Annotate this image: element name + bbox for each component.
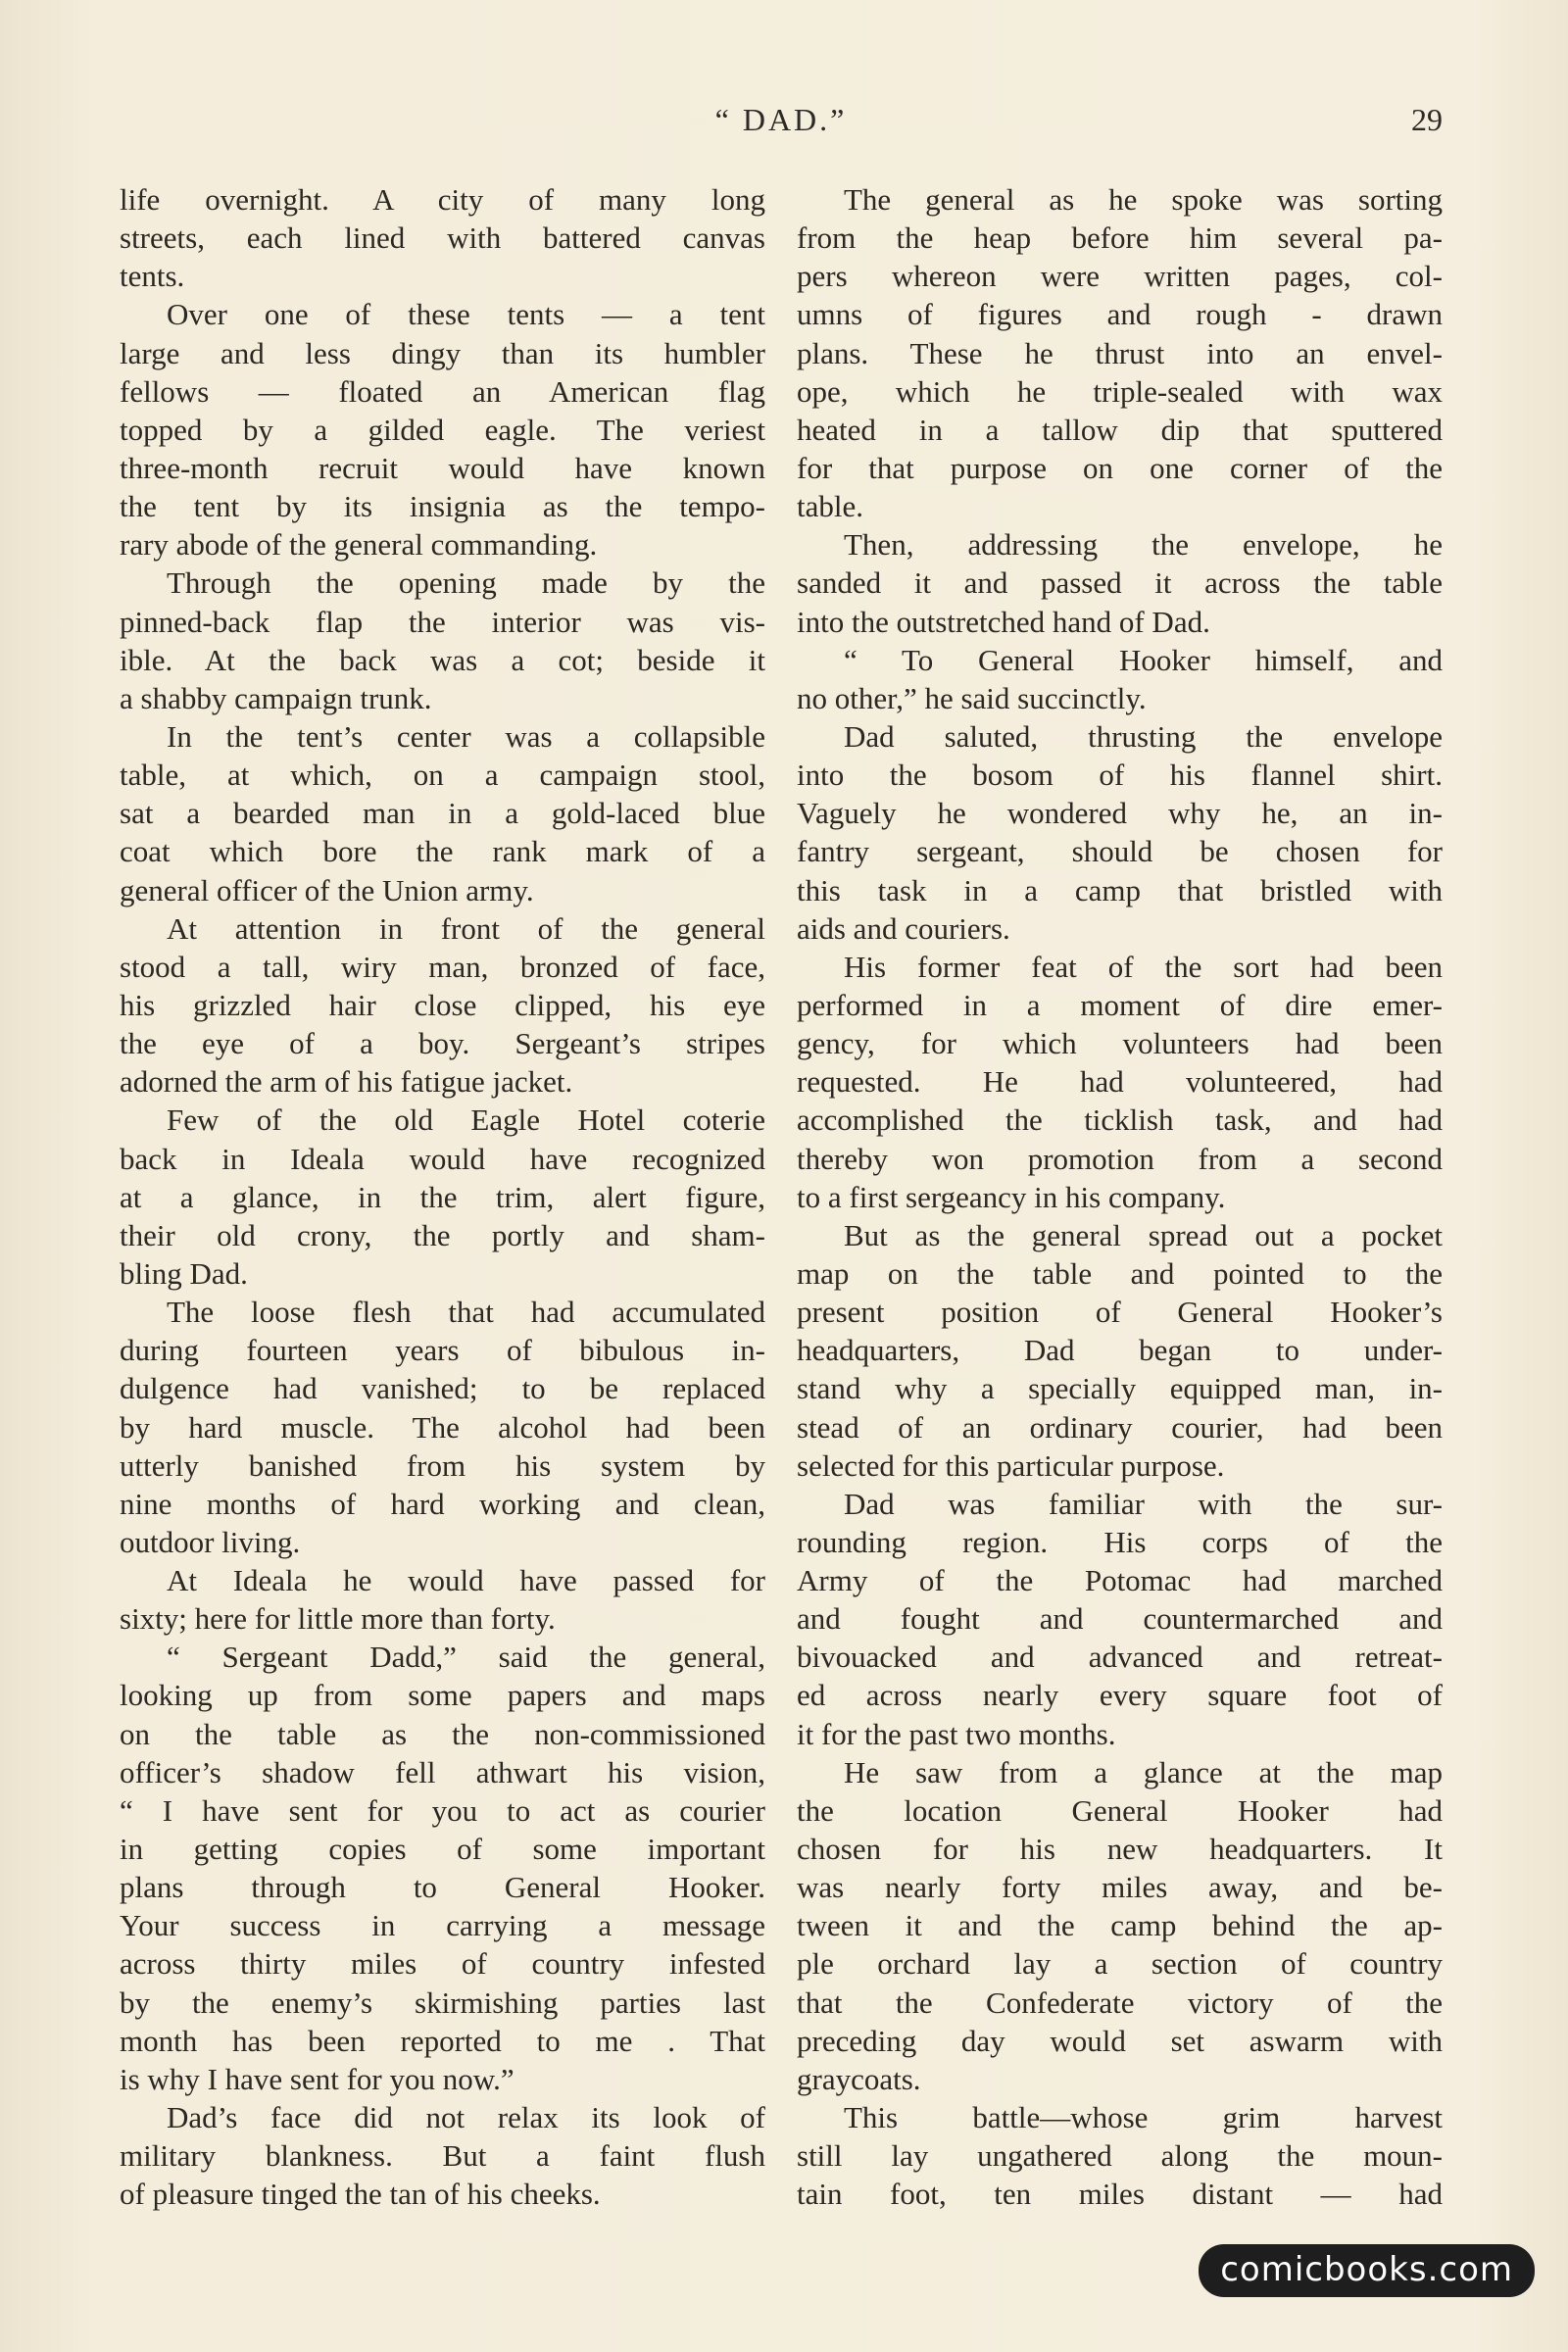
text-line: rounding region. His corps of the bbox=[797, 1524, 1443, 1559]
text-line: officer’s shadow fell athwart his vision, bbox=[120, 1754, 765, 1789]
text-line: map on the table and pointed to the bbox=[797, 1255, 1443, 1291]
page-number: 29 bbox=[1411, 102, 1443, 137]
text-line: still lay ungathered along the moun- bbox=[797, 2138, 1443, 2174]
text-line: bivouacked and advanced and retreat- bbox=[797, 1640, 1443, 1675]
text-line: is why I have sent for you now.” bbox=[120, 2061, 514, 2096]
text-line: stood a tall, wiry man, bronzed of face, bbox=[120, 949, 765, 984]
text-line: selected for this particular purpose. bbox=[797, 1447, 1225, 1483]
text-line: his grizzled hair close clipped, his eye bbox=[120, 987, 765, 1022]
text-line: “ To General Hooker himself, and bbox=[844, 642, 1443, 677]
text-line: performed in a moment of dire emer- bbox=[797, 987, 1443, 1022]
text-line: At attention in front of the general bbox=[167, 910, 765, 946]
text-line: bling Dad. bbox=[120, 1255, 248, 1291]
text-line: streets, each lined with battered canvas bbox=[120, 220, 765, 256]
text-line: accomplished the ticklish task, and had bbox=[797, 1102, 1443, 1138]
text-line: adorned the arm of his fatigue jacket. bbox=[120, 1064, 573, 1100]
text-line: the location General Hooker had bbox=[797, 1792, 1443, 1828]
text-line: to a first sergeancy in his company. bbox=[797, 1179, 1226, 1214]
text-line: requested. He had volunteered, had bbox=[797, 1064, 1443, 1100]
text-line: dulgence had vanished; to be replaced bbox=[120, 1371, 765, 1406]
text-line: But as the general spread out a pocket bbox=[844, 1217, 1443, 1252]
text-line: it for the past two months. bbox=[797, 1716, 1116, 1751]
text-line: that the Confederate victory of the bbox=[797, 1984, 1443, 2020]
text-line: tween it and the camp behind the ap- bbox=[797, 1908, 1443, 1943]
text-line: This battle—whose grim harvest bbox=[844, 2100, 1443, 2135]
text-line: during fourteen years of bibulous in- bbox=[120, 1333, 765, 1368]
text-line: topped by a gilded eagle. The veriest bbox=[120, 412, 765, 447]
text-line: and fought and countermarched and bbox=[797, 1601, 1443, 1637]
text-line: coat which bore the rank mark of a bbox=[120, 834, 765, 869]
text-line: utterly banished from his system by bbox=[120, 1447, 765, 1483]
text-line: on the table as the non-commissioned bbox=[120, 1716, 765, 1751]
text-line: He saw from a glance at the map bbox=[844, 1754, 1443, 1789]
text-line: outdoor living. bbox=[120, 1524, 301, 1559]
text-line: Vaguely he wondered why he, an in- bbox=[797, 796, 1443, 831]
text-line: pinned-back flap the interior was vis- bbox=[120, 604, 765, 639]
text-line: at a glance, in the trim, alert figure, bbox=[120, 1179, 765, 1214]
text-line: from the heap before him several pa- bbox=[797, 220, 1443, 256]
text-line: heated in a tallow dip that sputtered bbox=[797, 412, 1443, 447]
text-line: sanded it and passed it across the table bbox=[797, 565, 1443, 601]
text-line: in getting copies of some important bbox=[120, 1832, 765, 1867]
text-line: Dad was familiar with the sur- bbox=[844, 1486, 1443, 1521]
running-head bbox=[120, 102, 1443, 151]
text-line: their old crony, the portly and sham- bbox=[120, 1217, 765, 1252]
text-line: chosen for his new headquarters. It bbox=[797, 1832, 1443, 1867]
text-line: nine months of hard working and clean, bbox=[120, 1486, 765, 1521]
text-line: for that purpose on one corner of the bbox=[797, 450, 1443, 485]
text-line: life overnight. A city of many long bbox=[120, 182, 765, 217]
text-line: plans through to General Hooker. bbox=[120, 1870, 765, 1905]
text-line: tain foot, ten miles distant — had bbox=[797, 2177, 1443, 2212]
text-line: of pleasure tinged the tan of his cheeks. bbox=[120, 2177, 601, 2212]
text-line: tents. bbox=[120, 259, 185, 294]
text-line: Your success in carrying a message bbox=[120, 1908, 765, 1943]
text-line: Army of the Potomac had marched bbox=[797, 1563, 1443, 1598]
text-line: Dad’s face did not relax its look of bbox=[167, 2100, 765, 2135]
text-line: into the outstretched hand of Dad. bbox=[797, 604, 1210, 639]
text-line: ple orchard lay a section of country bbox=[797, 1946, 1443, 1982]
text-line: sixty; here for little more than forty. bbox=[120, 1601, 556, 1637]
text-line: ible. At the back was a cot; beside it bbox=[120, 642, 765, 677]
text-line: general officer of the Union army. bbox=[120, 872, 534, 907]
text-line: no other,” he said succinctly. bbox=[797, 680, 1147, 715]
text-line: “ Sergeant Dadd,” said the general, bbox=[167, 1640, 765, 1675]
text-line: ope, which he triple-sealed with wax bbox=[797, 373, 1443, 409]
text-line: table, at which, on a campaign stool, bbox=[120, 758, 765, 793]
text-line: umns of figures and rough - drawn bbox=[797, 297, 1443, 332]
text-line: preceding day would set aswarm with bbox=[797, 2023, 1443, 2058]
text-line: aids and couriers. bbox=[797, 910, 1010, 946]
text-line: by hard muscle. The alcohol had been bbox=[120, 1409, 765, 1445]
text-line: stand why a specially equipped man, in- bbox=[797, 1371, 1443, 1406]
text-line: rary abode of the general commanding. bbox=[120, 527, 598, 563]
text-line: gency, for which volunteers had been bbox=[797, 1026, 1443, 1061]
text-line: headquarters, Dad began to under- bbox=[797, 1333, 1443, 1368]
text-line: large and less dingy than its humbler bbox=[120, 335, 765, 370]
text-line: ed across nearly every square foot of bbox=[797, 1678, 1443, 1713]
text-line: graycoats. bbox=[797, 2061, 921, 2096]
text-line: pers whereon were written pages, col- bbox=[797, 259, 1443, 294]
text-line: fellows — floated an American flag bbox=[120, 373, 765, 409]
text-line: looking up from some papers and maps bbox=[120, 1678, 765, 1713]
watermark-logo: comicbooks.com bbox=[1199, 2244, 1535, 2297]
text-column-left bbox=[120, 180, 765, 2213]
text-line: sat a bearded man in a gold-laced blue bbox=[120, 796, 765, 831]
text-column-right bbox=[797, 180, 1443, 2213]
text-line: back in Ideala would have recognized bbox=[120, 1141, 765, 1176]
text-line: present position of General Hooker’s bbox=[797, 1295, 1443, 1330]
text-line: The loose flesh that had accumulated bbox=[167, 1295, 765, 1330]
text-line: stead of an ordinary courier, had been bbox=[797, 1409, 1443, 1445]
text-line: three-month recruit would have known bbox=[120, 450, 765, 485]
text-line: a shabby campaign trunk. bbox=[120, 680, 432, 715]
text-line: In the tent’s center was a collapsible bbox=[167, 718, 765, 754]
text-line: this task in a camp that bristled with bbox=[797, 872, 1443, 907]
text-line: Dad saluted, thrusting the envelope bbox=[844, 718, 1443, 754]
text-line: the tent by its insignia as the tempo- bbox=[120, 489, 765, 524]
text-line: Through the opening made by the bbox=[167, 565, 765, 601]
text-line: table. bbox=[797, 489, 863, 524]
text-line: was nearly forty miles away, and be- bbox=[797, 1870, 1443, 1905]
text-line: thereby won promotion from a second bbox=[797, 1141, 1443, 1176]
text-line: across thirty miles of country infested bbox=[120, 1946, 765, 1982]
text-line: military blankness. But a faint flush bbox=[120, 2138, 765, 2174]
running-title: “ DAD.” bbox=[714, 102, 848, 137]
text-line: month has been reported to me . That bbox=[120, 2023, 765, 2058]
text-line: Over one of these tents — a tent bbox=[167, 297, 765, 332]
text-line: the eye of a boy. Sergeant’s stripes bbox=[120, 1026, 765, 1061]
text-line: Few of the old Eagle Hotel coterie bbox=[167, 1102, 765, 1138]
text-line: “ I have sent for you to act as courier bbox=[120, 1792, 765, 1828]
text-line: At Ideala he would have passed for bbox=[167, 1563, 765, 1598]
text-line: The general as he spoke was sorting bbox=[844, 182, 1443, 217]
text-line: fantry sergeant, should be chosen for bbox=[797, 834, 1443, 869]
text-line: Then, addressing the envelope, he bbox=[844, 527, 1443, 563]
text-line: by the enemy’s skirmishing parties last bbox=[120, 1984, 765, 2020]
text-line: into the bosom of his flannel shirt. bbox=[797, 758, 1443, 793]
text-line: plans. These he thrust into an envel- bbox=[797, 335, 1443, 370]
text-line: His former feat of the sort had been bbox=[844, 949, 1443, 984]
